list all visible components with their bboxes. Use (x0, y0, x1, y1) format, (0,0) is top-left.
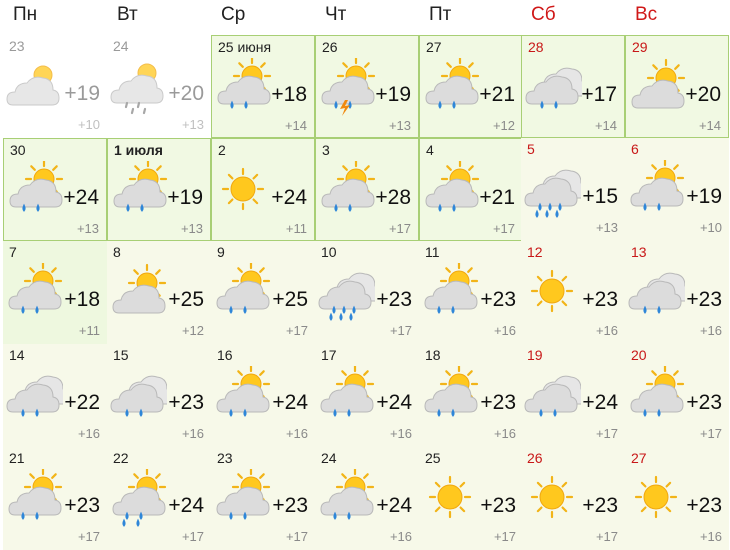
day-date: 11 (425, 244, 440, 260)
night-temperature: +16 (493, 426, 516, 441)
sun-cloud-icon (109, 263, 167, 321)
night-temperature: +13 (388, 118, 411, 133)
day-cell[interactable] (521, 138, 625, 241)
sun-cloud-thunder-icon (318, 58, 376, 116)
night-temperature: +13 (76, 221, 99, 236)
cloud-sun-icon (5, 57, 63, 115)
day-temperature: +18 (271, 83, 307, 106)
day-cell[interactable] (315, 241, 419, 344)
night-temperature: +13 (595, 220, 618, 235)
day-temperature: +20 (168, 82, 204, 105)
night-temperature: +13 (180, 221, 203, 236)
day-date: 21 (9, 450, 25, 466)
sun-cloud-rain-icon (213, 469, 271, 527)
day-date: 13 (631, 244, 647, 260)
day-cell[interactable] (625, 35, 729, 138)
cloud-heavy-rain-icon (317, 263, 375, 321)
day-temperature: +18 (64, 288, 100, 311)
day-date: 23 (9, 38, 25, 54)
day-date: 27 (631, 450, 647, 466)
day-temperature: +23 (272, 494, 308, 517)
sun-icon (214, 161, 272, 219)
day-cell[interactable] (211, 344, 315, 447)
night-temperature: +17 (181, 529, 204, 544)
night-temperature: +17 (285, 323, 308, 338)
day-temperature: +23 (480, 391, 516, 414)
night-temperature: +16 (285, 426, 308, 441)
weekday-label: Вс (635, 4, 658, 25)
cloud-rain-icon (109, 366, 167, 424)
day-cell[interactable] (107, 344, 211, 447)
sun-cloud-rain-icon (627, 366, 685, 424)
sun-cloud-rain-icon (318, 161, 376, 219)
sun-cloud-rain-icon (214, 58, 272, 116)
weekday-label: Пт (429, 4, 452, 25)
day-cell[interactable] (211, 138, 315, 241)
cloud-rain-icon (523, 366, 581, 424)
night-temperature: +13 (181, 117, 204, 132)
sun-cloud-rain-icon (213, 263, 271, 321)
day-date: 26 (322, 39, 338, 55)
day-temperature: +17 (581, 83, 617, 106)
weekday-label: Пн (13, 4, 38, 25)
cloud-sun-rain-icon (109, 57, 167, 115)
night-temperature: +16 (389, 529, 412, 544)
cloud-rain-icon (627, 263, 685, 321)
sun-cloud-rain-icon (317, 366, 375, 424)
day-cell[interactable] (211, 447, 315, 550)
day-temperature: +23 (480, 288, 516, 311)
sun-icon (421, 469, 479, 527)
day-cell[interactable] (107, 241, 211, 344)
night-temperature: +17 (699, 426, 722, 441)
day-temperature: +24 (168, 494, 204, 517)
sun-cloud-rain-icon (5, 469, 63, 527)
day-date: 17 (321, 347, 337, 363)
sun-cloud-rain-icon (6, 161, 64, 219)
weekday-label: Вт (117, 4, 138, 25)
day-date: 10 (321, 244, 337, 260)
day-cell[interactable] (315, 138, 419, 241)
sun-cloud-rain-icon (110, 161, 168, 219)
sun-icon (523, 469, 581, 527)
weekday-label: Сб (531, 4, 556, 25)
sun-cloud-rain-icon (422, 161, 480, 219)
sun-cloud-rain-icon (627, 160, 685, 218)
day-temperature: +22 (64, 391, 100, 414)
day-date: 26 (527, 450, 543, 466)
day-cell[interactable] (211, 35, 315, 138)
sun-cloud-rain-icon (317, 469, 375, 527)
day-temperature: +28 (375, 186, 411, 209)
day-date: 14 (9, 347, 25, 363)
day-temperature: +24 (582, 391, 618, 414)
day-cell[interactable] (315, 35, 419, 138)
day-cell[interactable] (107, 447, 211, 550)
day-cell[interactable] (3, 138, 107, 241)
day-cell[interactable] (521, 447, 625, 550)
day-date: 16 (217, 347, 233, 363)
day-cell[interactable] (625, 138, 729, 241)
day-date: 4 (426, 142, 434, 158)
day-temperature: +24 (272, 391, 308, 414)
day-date: 7 (9, 244, 17, 260)
day-temperature: +23 (64, 494, 100, 517)
day-temperature: +23 (582, 494, 618, 517)
night-temperature: +16 (181, 426, 204, 441)
day-temperature: +25 (168, 288, 204, 311)
weekday-label: Ср (221, 4, 246, 25)
day-cell[interactable] (521, 241, 625, 344)
day-date: 20 (631, 347, 647, 363)
cloud-rain-icon (5, 366, 63, 424)
day-cell[interactable] (419, 241, 523, 344)
day-cell[interactable] (419, 35, 523, 138)
day-cell[interactable] (419, 344, 523, 447)
day-cell[interactable] (625, 344, 729, 447)
night-temperature: +14 (284, 118, 307, 133)
night-temperature: +10 (699, 220, 722, 235)
night-temperature: +10 (77, 117, 100, 132)
day-temperature: +25 (272, 288, 308, 311)
night-temperature: +11 (285, 221, 307, 236)
day-temperature: +23 (686, 391, 722, 414)
day-date: 24 (321, 450, 337, 466)
sun-cloud-rain-icon (421, 263, 479, 321)
day-cell[interactable] (107, 138, 211, 241)
night-temperature: +16 (699, 323, 722, 338)
sun-cloud-rain-icon (421, 366, 479, 424)
weekday-label: Чт (325, 4, 347, 25)
day-date: 22 (113, 450, 129, 466)
day-cell[interactable] (625, 447, 729, 550)
day-temperature: +19 (167, 186, 203, 209)
sun-cloud-icon (628, 58, 686, 116)
cloud-rain-icon (524, 58, 582, 116)
day-date: 27 (426, 39, 442, 55)
night-temperature: +17 (388, 221, 411, 236)
day-date: 1 июля (114, 142, 163, 158)
night-temperature: +16 (699, 529, 722, 544)
day-cell[interactable] (625, 241, 729, 344)
day-cell[interactable] (521, 344, 625, 447)
day-date: 25 июня (218, 39, 272, 55)
night-temperature: +16 (493, 323, 516, 338)
day-cell[interactable] (3, 241, 107, 344)
day-temperature: +21 (479, 83, 515, 106)
night-temperature: +17 (595, 426, 618, 441)
night-temperature: +17 (595, 529, 618, 544)
day-date: 5 (527, 141, 535, 157)
day-date: 8 (113, 244, 121, 260)
day-temperature: +23 (686, 494, 722, 517)
night-temperature: +16 (595, 323, 618, 338)
day-cell[interactable] (3, 447, 107, 550)
day-date: 28 (528, 39, 544, 55)
day-cell[interactable] (315, 447, 419, 550)
day-cell[interactable] (107, 35, 211, 138)
night-temperature: +14 (594, 118, 617, 133)
day-temperature: +23 (582, 288, 618, 311)
day-temperature: +19 (64, 82, 100, 105)
day-date: 23 (217, 450, 233, 466)
day-date: 9 (217, 244, 225, 260)
day-temperature: +24 (376, 494, 412, 517)
day-date: 3 (322, 142, 330, 158)
day-temperature: +21 (479, 186, 515, 209)
sun-cloud-rain-icon (422, 58, 480, 116)
day-date: 15 (113, 347, 129, 363)
sun-icon (627, 469, 685, 527)
day-cell[interactable] (211, 241, 315, 344)
night-temperature: +16 (389, 426, 412, 441)
sun-cloud-rain-icon (213, 366, 271, 424)
day-cell[interactable] (3, 35, 107, 138)
day-date: 19 (527, 347, 543, 363)
day-cell[interactable] (419, 138, 523, 241)
night-temperature: +17 (285, 529, 308, 544)
night-temperature: +17 (493, 529, 516, 544)
sun-cloud-heavy-rain-icon (109, 469, 167, 527)
sun-cloud-rain-icon (5, 263, 63, 321)
day-cell[interactable] (521, 35, 625, 138)
day-temperature: +19 (375, 83, 411, 106)
night-temperature: +17 (492, 221, 515, 236)
night-temperature: +17 (389, 323, 412, 338)
day-temperature: +23 (168, 391, 204, 414)
night-temperature: +12 (181, 323, 204, 338)
day-date: 24 (113, 38, 129, 54)
day-temperature: +15 (582, 185, 618, 208)
night-temperature: +14 (698, 118, 721, 133)
day-date: 2 (218, 142, 226, 158)
day-date: 12 (527, 244, 543, 260)
day-date: 25 (425, 450, 441, 466)
day-date: 6 (631, 141, 639, 157)
day-temperature: +23 (376, 288, 412, 311)
night-temperature: +16 (77, 426, 100, 441)
day-temperature: +20 (685, 83, 721, 106)
day-cell[interactable] (419, 447, 523, 550)
day-temperature: +23 (480, 494, 516, 517)
night-temperature: +17 (77, 529, 100, 544)
day-temperature: +24 (63, 186, 99, 209)
day-temperature: +24 (376, 391, 412, 414)
day-date: 30 (10, 142, 26, 158)
sun-icon (523, 263, 581, 321)
night-temperature: +12 (492, 118, 515, 133)
day-temperature: +23 (686, 288, 722, 311)
day-temperature: +24 (271, 186, 307, 209)
night-temperature: +11 (78, 323, 100, 338)
cloud-heavy-rain-icon (523, 160, 581, 218)
day-cell[interactable] (315, 344, 419, 447)
day-temperature: +19 (686, 185, 722, 208)
day-date: 29 (632, 39, 648, 55)
day-cell[interactable] (3, 344, 107, 447)
day-date: 18 (425, 347, 441, 363)
